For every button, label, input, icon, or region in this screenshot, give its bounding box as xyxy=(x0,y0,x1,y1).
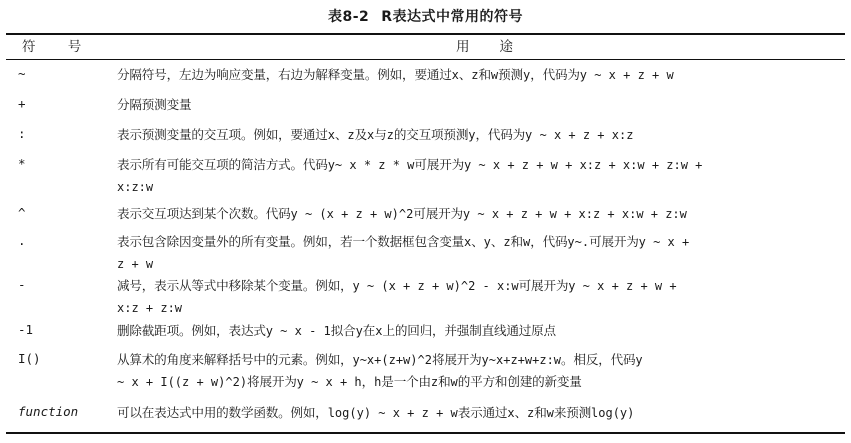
text-fragment: 可展开为 xyxy=(414,157,464,172)
column-header-symbol: 符 号 xyxy=(22,39,82,55)
text-fragment: 表示交互项达到某个次数。代码 xyxy=(117,206,291,221)
text-fragment: 。相反，代码 xyxy=(561,352,636,367)
symbol-cell: . xyxy=(18,233,26,248)
code-fragment: y ~ x + z + w + xyxy=(568,279,677,293)
text-fragment: ， xyxy=(361,374,375,389)
code-fragment: log(y) xyxy=(591,406,635,420)
text-fragment: 减号，表示从等式中移除某个变量。例如， xyxy=(117,278,353,293)
symbol-cell: function xyxy=(18,404,79,419)
text-fragment: 将展开为 xyxy=(431,352,482,367)
usage-line xyxy=(117,231,833,253)
code-fragment: y~. xyxy=(567,235,590,249)
code-fragment: z xyxy=(347,128,355,142)
usage-line xyxy=(117,297,833,319)
usage-line xyxy=(117,203,833,225)
text-fragment: ，代码为 xyxy=(530,67,580,82)
code-fragment: y ~ x + xyxy=(638,235,690,249)
text-fragment: 表示通过 xyxy=(457,405,508,420)
text-fragment: 表示预测变量的交互项。例如，要通过 xyxy=(117,127,328,142)
code-fragment: z xyxy=(471,68,479,82)
usage-cell xyxy=(117,124,833,146)
column-header-usage xyxy=(456,36,543,58)
usage-cell xyxy=(117,231,833,275)
code-fragment: y xyxy=(468,128,476,142)
usage-line xyxy=(117,176,833,198)
code-fragment: y xyxy=(522,68,531,82)
text-fragment: 分隔符号，左边为响应变量，右边为解释变量。例如，要通过 xyxy=(117,67,452,82)
text-fragment: 和 xyxy=(478,67,491,82)
text-fragment: 是一个由 xyxy=(381,374,431,389)
code-fragment: y xyxy=(483,235,491,249)
text-fragment: 可展开为 xyxy=(413,206,463,221)
usage-cell xyxy=(117,64,833,86)
code-fragment: h xyxy=(374,375,382,389)
code-fragment: ~ x + I((z + w)^2) xyxy=(117,375,248,389)
text-fragment: 、 xyxy=(471,234,484,249)
code-fragment: y xyxy=(355,324,363,338)
code-fragment: z + w xyxy=(117,257,154,271)
code-fragment: y ~ (x + z + w)^2 xyxy=(290,207,414,221)
code-fragment: w xyxy=(522,235,531,249)
code-fragment: w xyxy=(450,375,458,389)
text-fragment: 和 xyxy=(510,234,523,249)
code-fragment: y ~ x + z + w + x:z + x:w + z:w xyxy=(462,207,687,221)
code-fragment: x:z:w xyxy=(117,180,154,194)
usage-cell xyxy=(117,203,833,225)
text-fragment: 从算术的角度来解释括号中的元素。例如， xyxy=(117,352,353,367)
symbol-cell: : xyxy=(18,126,26,141)
usage-line xyxy=(117,275,833,297)
text-fragment: 表示包含除因变量外的所有变量。例如，若一个数据框包含变量 xyxy=(117,234,465,249)
usage-cell xyxy=(117,94,833,115)
usage-cell xyxy=(117,349,833,393)
code-fragment: y~x+z+w+z:w xyxy=(481,353,562,367)
text-fragment: 表示所有可能交互项的简洁方式。代码 xyxy=(117,157,328,172)
code-fragment: x xyxy=(507,406,515,420)
usage-line xyxy=(117,349,833,371)
text-fragment: 来预测 xyxy=(553,405,592,420)
text-fragment: 、 xyxy=(334,127,348,142)
code-fragment: z xyxy=(526,406,535,420)
code-fragment: x xyxy=(375,324,383,338)
usage-line xyxy=(117,154,833,176)
usage-line xyxy=(117,124,833,146)
text-fragment: 删除截距项。例如，表达式 xyxy=(117,323,266,338)
table-top-rule xyxy=(6,33,845,35)
code-fragment: x xyxy=(327,128,335,142)
usage-cell xyxy=(117,402,833,424)
code-fragment: y xyxy=(635,353,643,367)
text-fragment: 的交互项预测 xyxy=(393,127,469,142)
code-fragment: y ~ x + z + x:z xyxy=(525,128,634,142)
symbol-cell: + xyxy=(18,96,26,111)
symbol-cell: ^ xyxy=(18,205,26,220)
usage-line xyxy=(117,253,833,275)
text-fragment: 可展开为 xyxy=(518,278,569,293)
symbol-cell: I() xyxy=(18,351,41,366)
usage-line xyxy=(117,64,833,86)
usage-cell xyxy=(117,275,833,319)
usage-line xyxy=(117,371,833,393)
text-fragment: 拟合 xyxy=(330,323,356,338)
usage-line xyxy=(117,402,833,424)
code-fragment: y~x+(z+w)^2 xyxy=(352,353,432,367)
symbol-cell: * xyxy=(18,156,26,171)
symbol-cell: - xyxy=(18,277,26,292)
table-number: 表8-2 xyxy=(327,9,370,25)
code-fragment: z xyxy=(430,375,439,389)
code-fragment: y ~ x - 1 xyxy=(265,324,331,338)
column-header-usage-part-1: 用 xyxy=(456,39,470,55)
text-fragment: 预测 xyxy=(498,67,523,82)
code-fragment: y ~ x + z + w + x:z + x:w + z:w + xyxy=(463,158,703,172)
usage-line xyxy=(117,94,833,115)
table-caption xyxy=(0,6,851,26)
table-title: R表达式中常用的符号 xyxy=(381,9,524,25)
code-fragment: z xyxy=(386,128,394,142)
text-fragment: ，代码 xyxy=(530,234,568,249)
text-fragment: 的平方和创建的新变量 xyxy=(457,374,582,389)
symbol-cell: -1 xyxy=(18,322,34,337)
text-fragment: 可展开为 xyxy=(589,234,639,249)
text-fragment: 、 xyxy=(514,405,527,420)
usage-cell xyxy=(117,320,833,342)
text-fragment: ，代码为 xyxy=(475,127,526,142)
text-fragment: 与 xyxy=(374,127,387,142)
text-fragment: 及 xyxy=(354,127,367,142)
code-fragment: x xyxy=(366,128,375,142)
code-fragment: y ~ x + h xyxy=(296,375,362,389)
code-fragment: z xyxy=(503,235,511,249)
table-bottom-rule xyxy=(6,432,845,434)
usage-cell xyxy=(117,154,833,198)
code-fragment: x xyxy=(464,235,472,249)
text-fragment: 在 xyxy=(362,323,376,338)
table-header-rule xyxy=(6,59,845,60)
text-fragment: 分隔预测变量 xyxy=(117,97,192,112)
symbol-cell: ~ xyxy=(18,66,26,81)
text-fragment: 、 xyxy=(490,234,504,249)
text-fragment: 将展开为 xyxy=(247,374,297,389)
code-fragment: y~ x * z * w xyxy=(327,158,415,172)
text-fragment: 和 xyxy=(438,374,451,389)
usage-line xyxy=(117,320,833,342)
code-fragment: y ~ x + z + w xyxy=(579,68,674,82)
code-fragment: w xyxy=(546,406,554,420)
text-fragment: 可以在表达式中用的数学函数。例如， xyxy=(117,405,328,420)
code-fragment: x:z + z:w xyxy=(117,301,183,315)
text-fragment: 和 xyxy=(534,405,547,420)
text-fragment: 上的回归，并强制直线通过原点 xyxy=(382,323,556,338)
code-fragment: w xyxy=(490,68,499,82)
code-fragment: y ~ (x + z + w)^2 - x:w xyxy=(352,279,519,293)
code-fragment: x xyxy=(451,68,459,82)
column-header-usage-part-2: 途 xyxy=(499,39,513,55)
code-fragment: log(y) ~ x + z + w xyxy=(327,406,458,420)
text-fragment: 、 xyxy=(458,67,472,82)
